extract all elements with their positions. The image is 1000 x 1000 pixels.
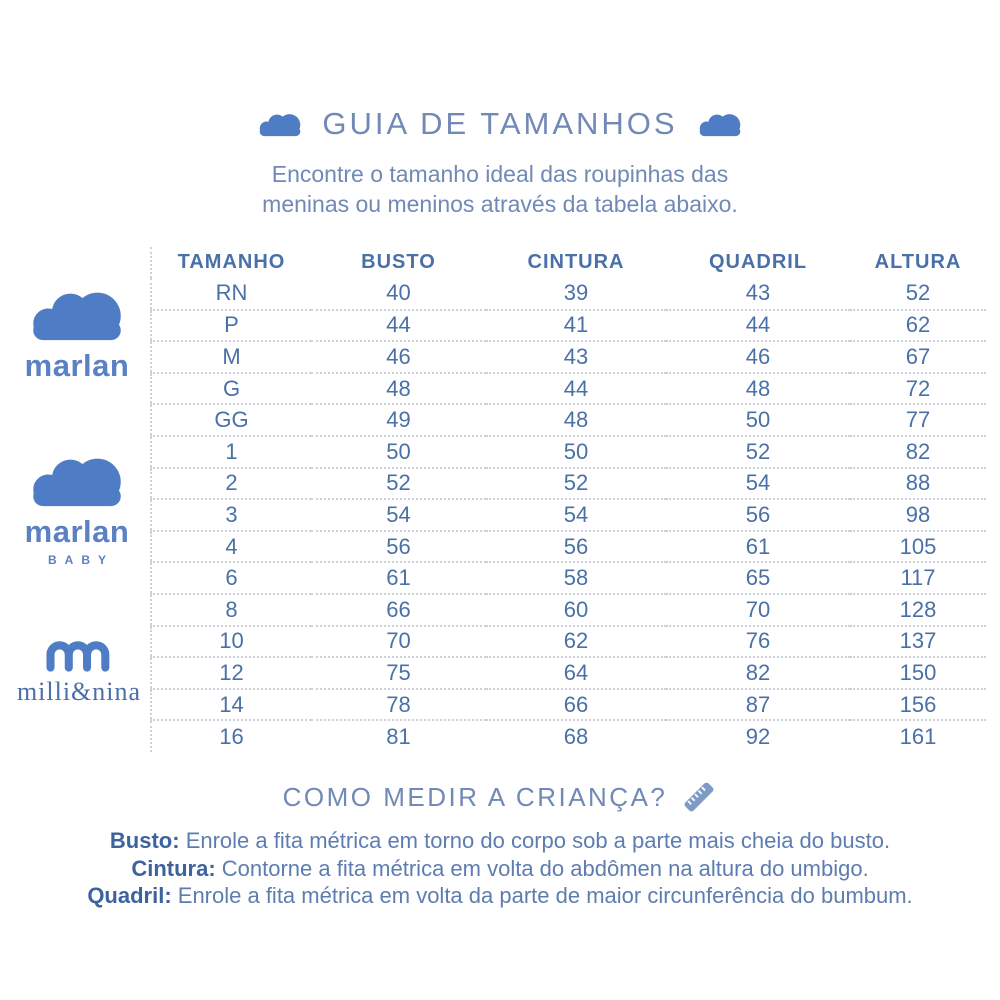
instruction-text: Enrole a fita métrica em torno do corpo sob a parte mais cheia do busto. [179, 828, 891, 853]
table-cell: 52 [311, 468, 486, 500]
instruction-line [0, 855, 1000, 883]
table-cell: 117 [850, 562, 986, 594]
table-cell: 39 [486, 278, 666, 310]
table-cell: 61 [666, 531, 850, 563]
table-cell: 62 [850, 310, 986, 342]
table-cell: 66 [486, 689, 666, 721]
milli-nina-wordmark: milli&nina [16, 677, 142, 706]
instruction-line [0, 827, 1000, 855]
table-row [151, 531, 986, 563]
instruction-label: Busto: [109, 828, 180, 853]
table-cell: 54 [311, 499, 486, 531]
table-cell: 60 [486, 594, 666, 626]
table-cell: 98 [850, 499, 986, 531]
table-cell: 56 [311, 531, 486, 563]
table-cell: 3 [151, 499, 311, 531]
table-cell: 81 [386, 723, 411, 749]
m-monogram-icon [45, 634, 113, 672]
table-cell: 128 [850, 594, 986, 626]
table-cell: 137 [850, 626, 986, 658]
table-row [151, 310, 986, 342]
table-cell: 105 [850, 531, 986, 563]
table-cell: 46 [311, 341, 486, 373]
table-cell: 10 [151, 626, 311, 658]
table-cell: 14 [151, 689, 311, 721]
table-cell: 16 [219, 723, 244, 749]
table-cell: 12 [151, 657, 311, 689]
cloud-icon [28, 288, 126, 342]
table-cell: 61 [311, 562, 486, 594]
instruction-label: Quadril: [87, 883, 172, 909]
marlan-baby-subtext: BABY [47, 553, 114, 567]
measure-instructions [0, 827, 1000, 910]
table-cell: 1 [151, 436, 311, 468]
table-cell: 72 [850, 373, 986, 405]
table-cell: 44 [486, 373, 666, 405]
table-cell: 50 [486, 436, 666, 468]
table-cell: RN [151, 278, 311, 310]
title-row [0, 106, 1000, 142]
table-row [151, 562, 986, 594]
table-cell: 76 [666, 626, 850, 658]
table-cell: 52 [486, 468, 666, 500]
table-cell: 92 [745, 723, 771, 749]
table-header-row [151, 247, 986, 278]
measure-title-row [0, 779, 1000, 815]
column-header: TAMANHO [177, 251, 286, 273]
table-cell: 70 [666, 594, 850, 626]
table-row [151, 468, 986, 500]
table-row [151, 278, 986, 310]
table-row [151, 373, 986, 405]
marlan-wordmark: marlan [24, 348, 130, 383]
column-header: ALTURA [874, 251, 962, 273]
table-cell: 82 [850, 436, 986, 468]
instruction-label: Cintura: [131, 855, 216, 881]
instruction-line [0, 882, 1000, 910]
table-row [151, 594, 986, 626]
guide-subtitle [0, 159, 1000, 219]
table-cell: 156 [850, 689, 986, 721]
table-row [151, 720, 986, 752]
table-cell: 68 [563, 723, 589, 749]
guide-header [0, 106, 1000, 219]
table-cell: 64 [486, 657, 666, 689]
table-cell: 56 [486, 531, 666, 563]
page-title: GUIA DE TAMANHOS [322, 106, 678, 141]
table-cell: 44 [666, 310, 850, 342]
table-cell: 65 [666, 562, 850, 594]
size-table-body [151, 278, 986, 752]
table-cell: 52 [850, 278, 986, 310]
ruler-icon [681, 779, 717, 815]
table-cell: 41 [486, 310, 666, 342]
table-cell: 54 [666, 468, 850, 500]
table-cell: 78 [311, 689, 486, 721]
instruction-text: Contorne a fita métrica em volta do abdômen na altura do umbigo. [215, 855, 869, 881]
table-row [151, 626, 986, 658]
table-cell: 52 [666, 436, 850, 468]
table-row [151, 689, 986, 721]
marlan-baby-logo [16, 454, 138, 567]
size-table [150, 247, 986, 752]
table-cell: 49 [311, 404, 486, 436]
table-row [151, 404, 986, 436]
table-cell: 62 [486, 626, 666, 658]
subtitle-line-2: meninas ou meninos através da tabela abaixo. [262, 191, 738, 217]
table-cell: 43 [486, 341, 666, 373]
table-cell: 6 [151, 562, 311, 594]
table-cell: 70 [311, 626, 486, 658]
cloud-icon [28, 454, 126, 508]
table-cell: P [151, 310, 311, 342]
column-header: CINTURA [527, 251, 625, 273]
table-cell: 48 [311, 373, 486, 405]
table-cell: M [151, 341, 311, 373]
table-cell: 44 [311, 310, 486, 342]
table-cell: 50 [666, 404, 850, 436]
table-cell: 2 [151, 468, 311, 500]
table-row [151, 436, 986, 468]
table-cell: 77 [850, 404, 986, 436]
table-cell: 88 [850, 468, 986, 500]
column-header: QUADRIL [708, 251, 808, 273]
marlan-baby-wordmark: marlan [24, 514, 130, 549]
instruction-text: Enrole a fita métrica em volta da parte de maior circunferência do bumbum. [171, 883, 913, 909]
table-cell: 56 [666, 499, 850, 531]
table-cell: 46 [666, 341, 850, 373]
table-cell: 66 [311, 594, 486, 626]
table-cell: G [151, 373, 311, 405]
table-cell: 87 [666, 689, 850, 721]
table-cell: 48 [666, 373, 850, 405]
cloud-icon [698, 112, 742, 137]
measure-title: COMO MEDIR A CRIANÇA? [282, 781, 668, 812]
table-cell: 58 [486, 562, 666, 594]
table-cell: 67 [850, 341, 986, 373]
table-cell: 150 [850, 657, 986, 689]
subtitle-line-1: Encontre o tamanho ideal das roupinhas das [271, 161, 729, 187]
table-cell: 48 [486, 404, 666, 436]
table-row [151, 657, 986, 689]
table-cell: 54 [486, 499, 666, 531]
table-row [151, 499, 986, 531]
column-header: BUSTO [361, 251, 436, 273]
table-cell: 4 [151, 531, 311, 563]
milli-nina-logo [4, 634, 154, 707]
marlan-logo [16, 288, 138, 384]
table-cell: 40 [311, 278, 486, 310]
table-cell: GG [151, 404, 311, 436]
table-cell: 161 [899, 723, 937, 749]
measure-section [0, 779, 1000, 910]
table-cell: 43 [666, 278, 850, 310]
table-row [151, 341, 986, 373]
table-cell: 75 [311, 657, 486, 689]
cloud-icon [258, 112, 302, 137]
table-cell: 82 [666, 657, 850, 689]
table-cell: 50 [311, 436, 486, 468]
table-cell: 8 [151, 594, 311, 626]
